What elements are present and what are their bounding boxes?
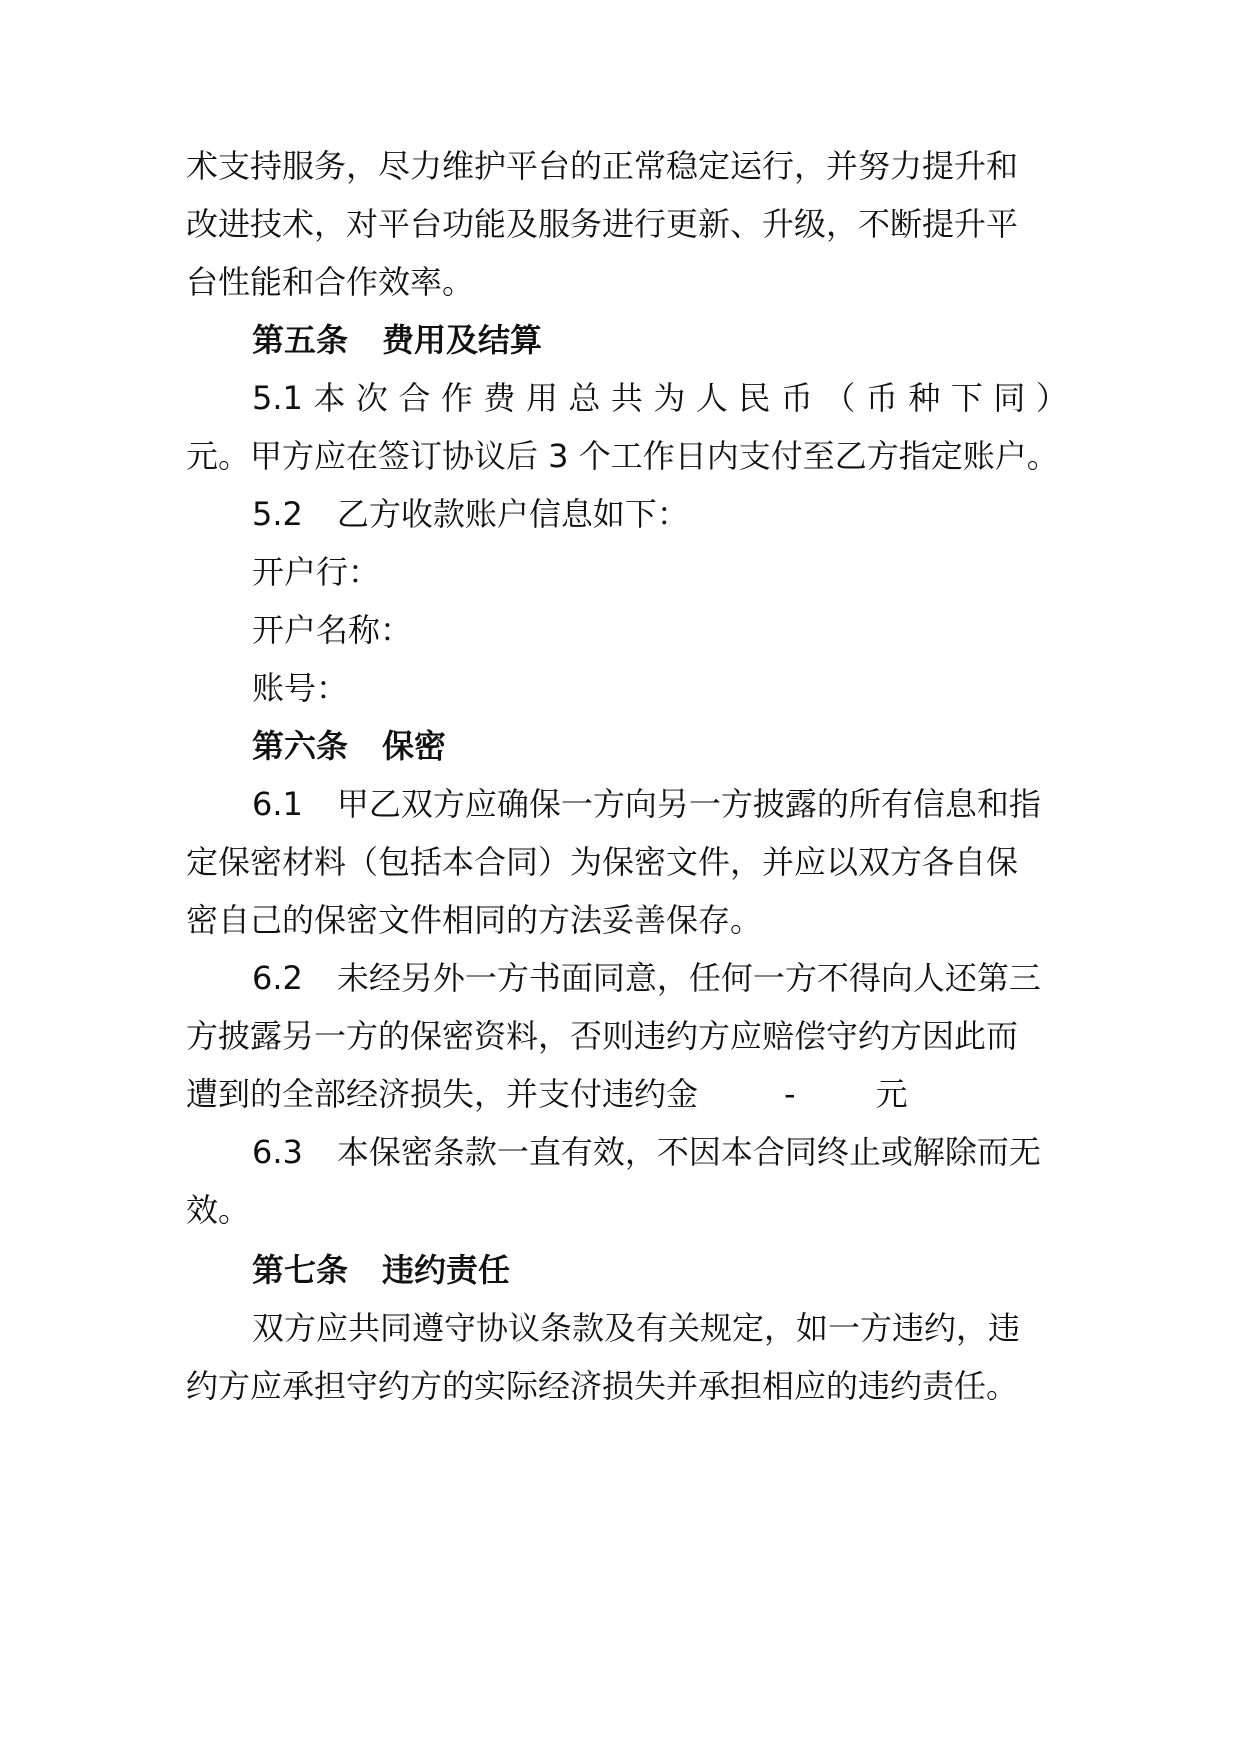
penalty-amount-unit: 元 <box>875 1075 908 1113</box>
article-7-heading <box>252 1248 510 1292</box>
clause-5-1-char: 次 <box>355 379 388 417</box>
clause-5-1-char: 费 <box>483 379 516 417</box>
clause-6-3-line-1 <box>252 1130 1041 1174</box>
article-6-heading <box>252 724 446 768</box>
penalty-amount-dash: - <box>784 1075 796 1113</box>
clause-5-1-char: 民 <box>738 379 771 417</box>
clause-4-continued-line-1: 术支持服务，尽力维护平台的正常稳定运行，并努力提升和 <box>186 147 1019 185</box>
article-7-number: 第七条 <box>252 1251 349 1289</box>
clause-6-2-text: 未经另外一方书面同意，任何一方不得向人还第三 <box>336 959 1041 997</box>
clause-5-1-char: 为 <box>653 379 686 417</box>
clause-5-1-char: 作 <box>440 379 473 417</box>
clause-5-1-char: 同 <box>993 379 1026 417</box>
article-7-line-1: 双方应共同遵守协议条款及有关规定，如一方违约，违 <box>252 1309 1021 1347</box>
account-name-label: 开户名称： <box>252 611 413 649</box>
article-6-number: 第六条 <box>252 727 349 765</box>
clause-5-1-line-1 <box>252 376 1068 420</box>
account-number-label: 账号： <box>252 669 349 707</box>
clause-5-1-char: 币 <box>780 379 813 417</box>
clause-6-1-line-1 <box>252 782 1041 826</box>
article-7-line-2: 约方应承担守约方的实际经济损失并承担相应的违约责任。 <box>186 1367 1019 1405</box>
article-5-title: 费用及结算 <box>382 321 543 359</box>
clause-6-2-line-3-text: 遭到的全部经济损失，并支付违约金 <box>186 1075 699 1113</box>
clause-5-2 <box>252 492 689 536</box>
clause-4-continued-line-2: 改进技术，对平台功能及服务进行更新、升级，不断提升平 <box>186 205 1019 243</box>
clause-5-2-number: 5.2 <box>252 495 303 533</box>
clause-5-1-line-2: 元。甲方应在签订协议后 3 个工作日内支付至乙方指定账户。 <box>186 437 1059 475</box>
clause-5-1-char: ） <box>1035 379 1068 417</box>
clause-6-1-text: 甲乙双方应确保一方向另一方披露的所有信息和指 <box>336 785 1041 823</box>
clause-6-3-line-2: 效。 <box>186 1191 251 1229</box>
clause-5-1-char: 币 <box>865 379 898 417</box>
clause-5-1-number: 5.1 <box>252 379 303 417</box>
clause-6-1-number: 6.1 <box>252 785 303 823</box>
article-5-heading <box>252 318 542 362</box>
clause-5-1-char: 共 <box>610 379 643 417</box>
clause-6-2-line-2: 方披露另一方的保密资料，否则违约方应赔偿守约方因此而 <box>186 1017 1019 1055</box>
clause-5-1-char: 总 <box>568 379 601 417</box>
clause-4-continued-line-3: 台性能和合作效率。 <box>186 263 475 301</box>
clause-5-1-char: 种 <box>908 379 941 417</box>
clause-6-1-line-3: 密自己的保密文件相同的方法妥善保存。 <box>186 901 763 939</box>
clause-5-1-char: 本 <box>313 379 346 417</box>
article-5-number: 第五条 <box>252 321 349 359</box>
clause-5-2-text: 乙方收款账户信息如下： <box>336 495 689 533</box>
clause-6-2-number: 6.2 <box>252 959 303 997</box>
clause-5-1-char: 下 <box>950 379 983 417</box>
clause-5-1-char: 用 <box>525 379 558 417</box>
clause-6-3-text: 本保密条款一直有效，不因本合同终止或解除而无 <box>336 1133 1041 1171</box>
clause-6-2-line-1 <box>252 956 1041 1000</box>
bank-label: 开户行： <box>252 553 381 591</box>
clause-6-2-line-3 <box>186 1072 908 1116</box>
clause-5-1-char: 合 <box>398 379 431 417</box>
clause-5-1-char: 人 <box>695 379 728 417</box>
clause-6-1-line-2: 定保密材料（包括本合同）为保密文件，并应以双方各自保 <box>186 843 1019 881</box>
article-6-title: 保密 <box>382 727 447 765</box>
clause-5-1-char: （ <box>823 379 856 417</box>
clause-6-3-number: 6.3 <box>252 1133 303 1171</box>
article-7-title: 违约责任 <box>382 1251 511 1289</box>
